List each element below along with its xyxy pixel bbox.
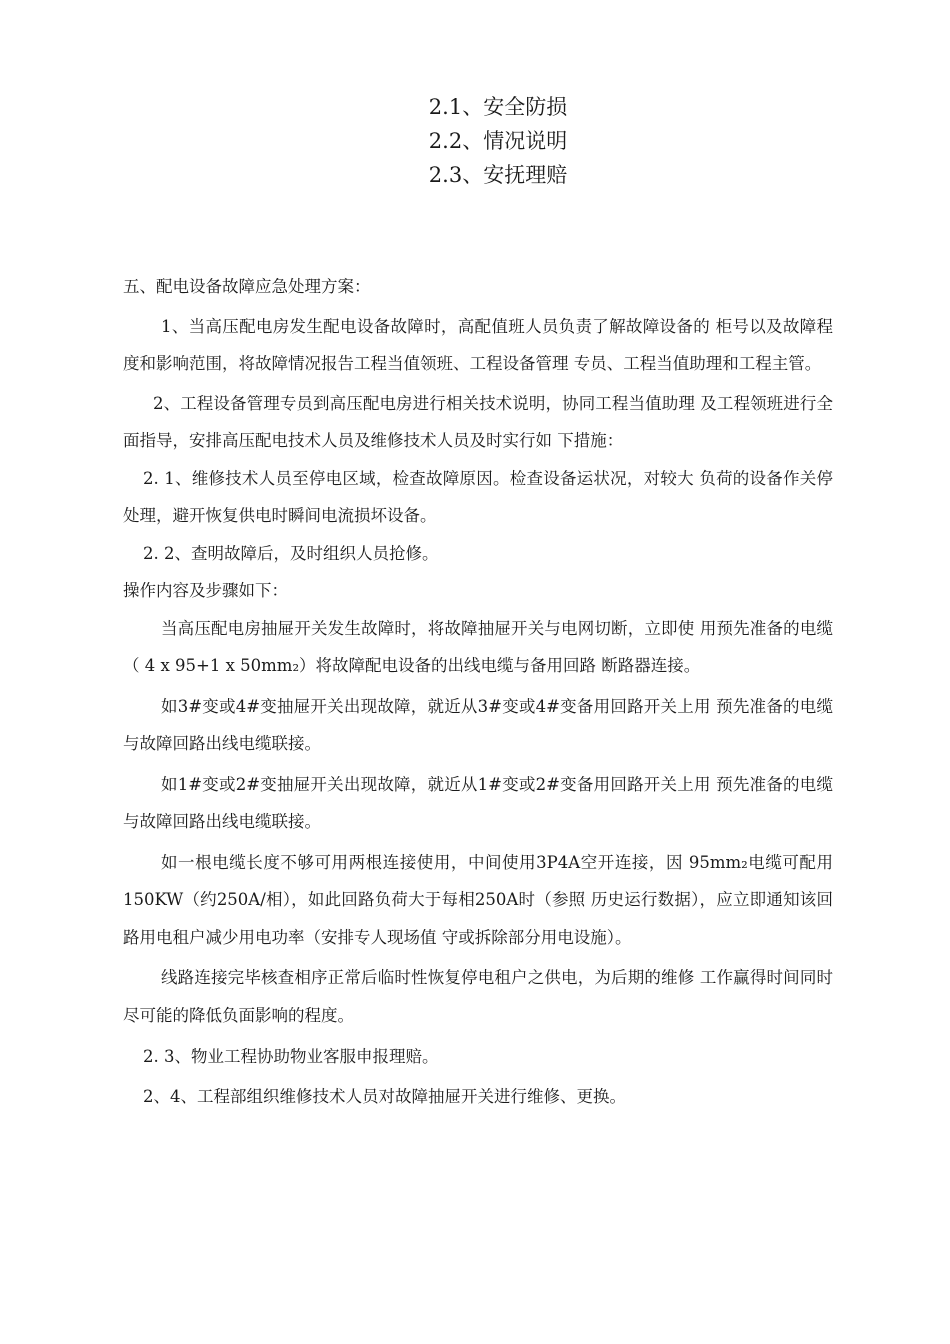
body-text [123,268,833,1115]
paragraph-drawer-switch: 当高压配电房抽屉开关发生故障时，将故障抽屉开关与电网切断，立即使 用预先准备的电缆（ 4 x 95+1 x 50mm₂）将故障配电设备的出线电缆与备用回路 断路器连接。 [123,618,833,675]
paragraph-transformer-3-4: 如3#变或4#变抽屉开关出现故障，就近从3#变或4#变备用回路开关上用 预先准备的电缆与故障回路出线电缆联接。 [123,696,833,753]
paragraph-cable-extension: 如一根电缆长度不够可用两根连接使用，中间使用3P4A空开连接，因 95mm₂电缆可配用150KW（约250A/相），如此回路负荷大于每相250A时（参照 历史运行数据），应立即通知该回路用电租户减少用电功率（安排专人现场值 守或拆除部分用电设施）。 [123,852,833,947]
paragraph-step-2-1: 2. 1、维修技术人员至停电区域，检查故障原因。检查设备运状况，对较大 负荷的设备作关停处理，避开恢复供电时瞬间电流损坏设备。 [123,468,833,525]
paragraph-restore-power: 线路连接完毕核查相序正常后临时性恢复停电租户之供电，为后期的维修 工作赢得时间同时尽可能的降低负面影响的程度。 [123,968,833,1025]
paragraph-technical-guidance: 2、工程设备管理专员到高压配电房进行相关技术说明，协同工程当值助理 及工程领班进行全面指导，安排高压配电技术人员及维修技术人员及时实行如 下措施： [123,393,833,450]
paragraph-step-2-3: 2. 3、物业工程协助物业客服申报理赔。 [143,1047,439,1066]
section-title: 五、配电设备故障应急处理方案： [123,277,371,296]
paragraph-fault-report: 1、当高压配电房发生配电设备故障时，高配值班人员负责了解故障设备的 柜号以及故障程度和影响范围，将故障情况报告工程当值领班、工程设备管理 专员、工程当值助理和工程主管。 [123,316,833,373]
heading-compensation: 2.3、安抚理赔 [428,163,568,187]
heading-situation: 2.2、情况说明 [428,129,568,153]
paragraph-procedure-intro: 操作内容及步骤如下： [123,581,288,600]
paragraph-step-2-4: 2、4、工程部组织维修技术人员对故障抽屉开关进行维修、更换。 [143,1086,626,1106]
paragraph-transformer-1-2: 如1#变或2#变抽屉开关出现故障，就近从1#变或2#变备用回路开关上用 预先准备的电缆与故障回路出线电缆联接。 [123,774,833,831]
heading-list [0,90,950,192]
heading-safety: 2.1、安全防损 [428,95,568,119]
paragraph-step-2-2: 2. 2、查明故障后，及时组织人员抢修。 [143,543,439,563]
